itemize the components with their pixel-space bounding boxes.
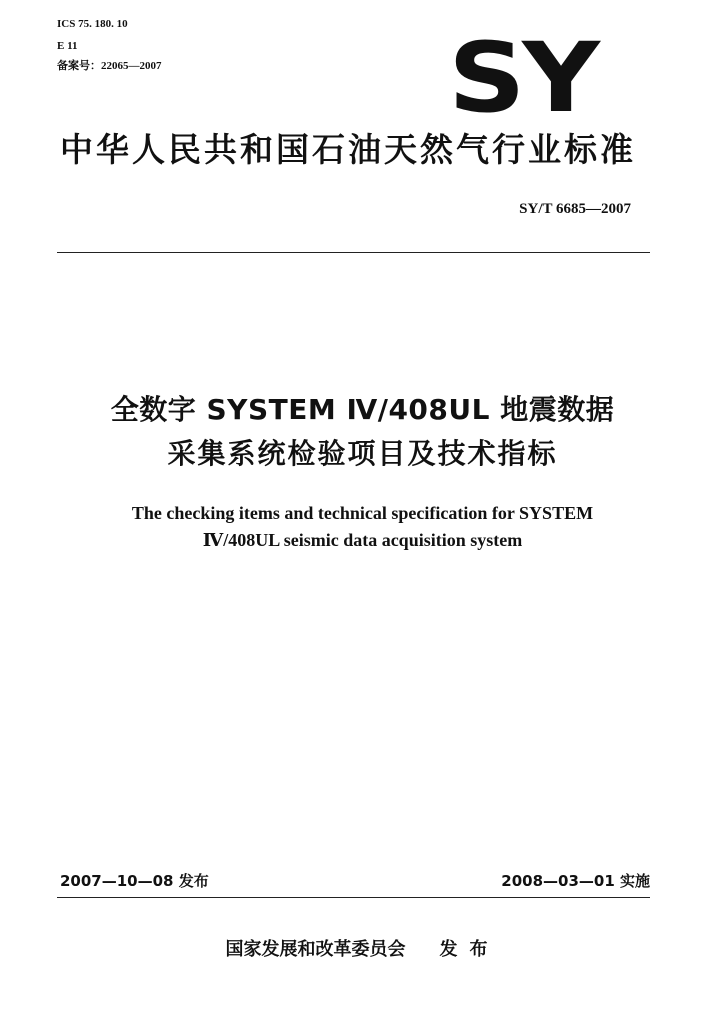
english-title-line-1: The checking items and technical specification for SYSTEM bbox=[131, 503, 594, 523]
implementation-date: 2008—03—01 实施 bbox=[501, 872, 650, 890]
publish-action: 发布 bbox=[439, 939, 500, 960]
ics-code: ICS 75. 180. 10 bbox=[57, 18, 128, 30]
issue-date: 2007—10—08 发布 bbox=[60, 872, 209, 890]
top-divider bbox=[57, 252, 650, 253]
publisher-line bbox=[0, 938, 725, 962]
bottom-divider bbox=[57, 897, 650, 898]
chinese-title-line-2: 采集系统检验项目及技术指标 bbox=[167, 437, 558, 470]
chinese-title-line-1: 全数字 SYSTEM Ⅳ/408UL 地震数据 bbox=[110, 393, 615, 426]
sy-logo: SY bbox=[448, 22, 597, 134]
standard-category-title: 中华人民共和国石油天然气行业标准 bbox=[60, 130, 636, 169]
record-number: 备案号：22065—2007 bbox=[57, 60, 162, 72]
english-title-line-2: Ⅳ/408UL seismic data acquisition system bbox=[202, 530, 523, 550]
standard-number: SY/T 6685—2007 bbox=[519, 201, 631, 217]
ccs-code: E 11 bbox=[57, 40, 78, 52]
publisher-name: 国家发展和改革委员会 bbox=[225, 939, 406, 960]
